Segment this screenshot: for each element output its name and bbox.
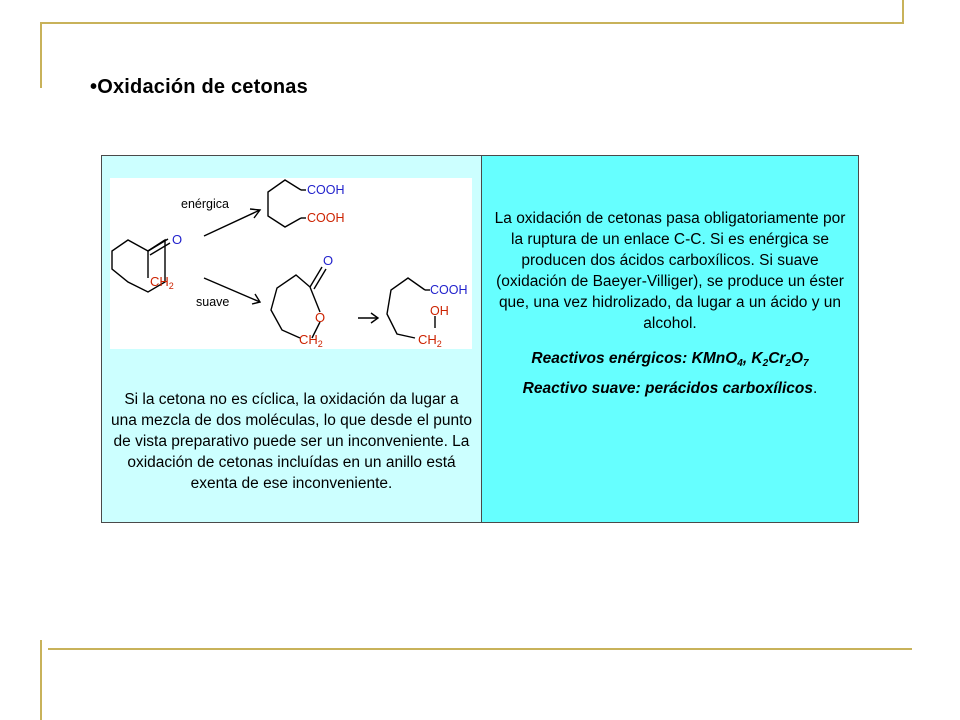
diacid-cooh-bottom: COOH — [307, 211, 345, 225]
hydroxyacid-oh: OH — [430, 304, 449, 318]
decorative-line-left-top — [40, 22, 42, 88]
slide-title: •Oxidación de cetonas — [90, 76, 308, 98]
decorative-line-top — [40, 22, 904, 24]
soft-label: suave — [196, 295, 230, 309]
lactone-ring-oxygen: O — [315, 310, 326, 325]
energetic-label: enérgica — [181, 197, 229, 211]
decorative-line-bottom — [48, 648, 912, 650]
hydroxyacid-chain — [387, 278, 425, 338]
ketone-ch2: $CH_2$ — [150, 274, 174, 291]
lactone-ch2: $CH_2$ — [299, 332, 323, 349]
diacid-chain — [268, 180, 301, 227]
lactone-ring — [271, 275, 310, 338]
ketone-oxygen: O — [172, 232, 183, 247]
right-cell-text: La oxidación de cetonas pasa obligatoriamente por la ruptura de un enlace C-C. Si es enérgica se producen dos ácidos carboxílicos. Si suave (oxidación de Baeyer-Villiger), se produce un éster que, una vez hidrolizado, da lugar a un ácido y un alcohol. — [494, 210, 846, 332]
strong-reagents: Reactivos enérgicos: KMnO$_4$, $K_2Cr_2O_7$ — [531, 350, 809, 369]
decorative-line-left-bottom — [40, 640, 42, 720]
hydroxyacid-cooh: COOH — [430, 283, 468, 297]
reaction-scheme — [110, 178, 472, 349]
soft-reagent: Reactivo suave: perácidos carboxílicos. — [522, 380, 818, 397]
reaction-scheme-drawing — [110, 178, 472, 349]
left-cell-text: Si la cetona no es cíclica, la oxidación da lugar a una mezcla de dos moléculas, lo que desde el punto de vista preparativo puede ser un inconveniente. La oxidación de cetonas incluídas en un anillo está exenta de ese inconveniente. — [110, 391, 473, 492]
diacid-cooh-top: COOH — [307, 183, 345, 197]
hydroxyacid-ch2: $CH_2$ — [418, 332, 442, 349]
right-cell — [482, 156, 858, 522]
left-cell — [102, 156, 482, 522]
lactone-carbonyl-oxygen: O — [323, 253, 334, 268]
content-table — [101, 155, 859, 523]
decorative-line-right-top — [902, 0, 904, 24]
